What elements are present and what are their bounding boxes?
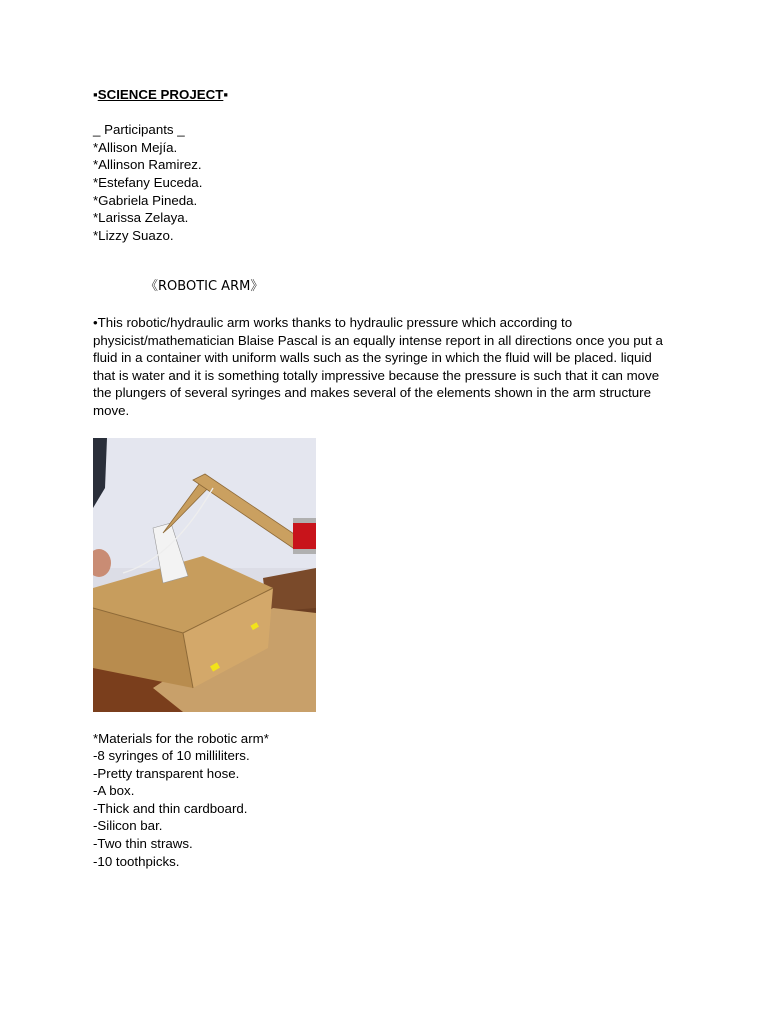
description-paragraph: •This robotic/hydraulic arm works thanks to hydraulic pressure which according to physicist/mathematician Blaise Pascal is an equally intense report in all directions once you put a fluid in a container with uniform walls such as the syringe in which the fluid will be placed. liquid that is water and it is something totally impressive because the pressure is such that it can move the plungers of several syringes and makes several of the elements shown in the arm structure move. bbox=[93, 314, 663, 418]
material-item: -Two thin straws. bbox=[93, 836, 193, 852]
participant-item: *Allinson Ramirez. bbox=[93, 157, 202, 173]
title-text: SCIENCE PROJECT bbox=[97, 87, 224, 102]
participant-item: *Gabriela Pineda. bbox=[93, 192, 198, 208]
materials-header: *Materials for the robotic arm* bbox=[93, 730, 269, 746]
participants-section bbox=[93, 121, 693, 244]
robotic-arm-photo bbox=[93, 438, 316, 712]
participants-header: _ Participants _ bbox=[93, 122, 185, 138]
material-item: -8 syringes of 10 milliliters. bbox=[93, 748, 250, 764]
document-title bbox=[93, 86, 693, 104]
material-item: -A box. bbox=[93, 783, 135, 799]
title-bullet-right: ▪ bbox=[223, 87, 229, 102]
participant-item: *Larissa Zelaya. bbox=[93, 210, 189, 226]
participant-item: *Estefany Euceda. bbox=[93, 174, 203, 190]
section-heading: 《ROBOTIC ARM》 bbox=[145, 279, 264, 295]
material-item: -Silicon bar. bbox=[93, 818, 163, 834]
material-item: -10 toothpicks. bbox=[93, 853, 180, 869]
participant-item: *Lizzy Suazo. bbox=[93, 227, 174, 243]
material-item: -Thick and thin cardboard. bbox=[93, 800, 248, 816]
participant-item: *Allison Mejía. bbox=[93, 139, 178, 155]
material-item: -Pretty transparent hose. bbox=[93, 765, 240, 781]
title-bullet-left: ▪ bbox=[93, 87, 98, 102]
materials-section bbox=[93, 730, 693, 871]
document-page bbox=[93, 86, 693, 870]
